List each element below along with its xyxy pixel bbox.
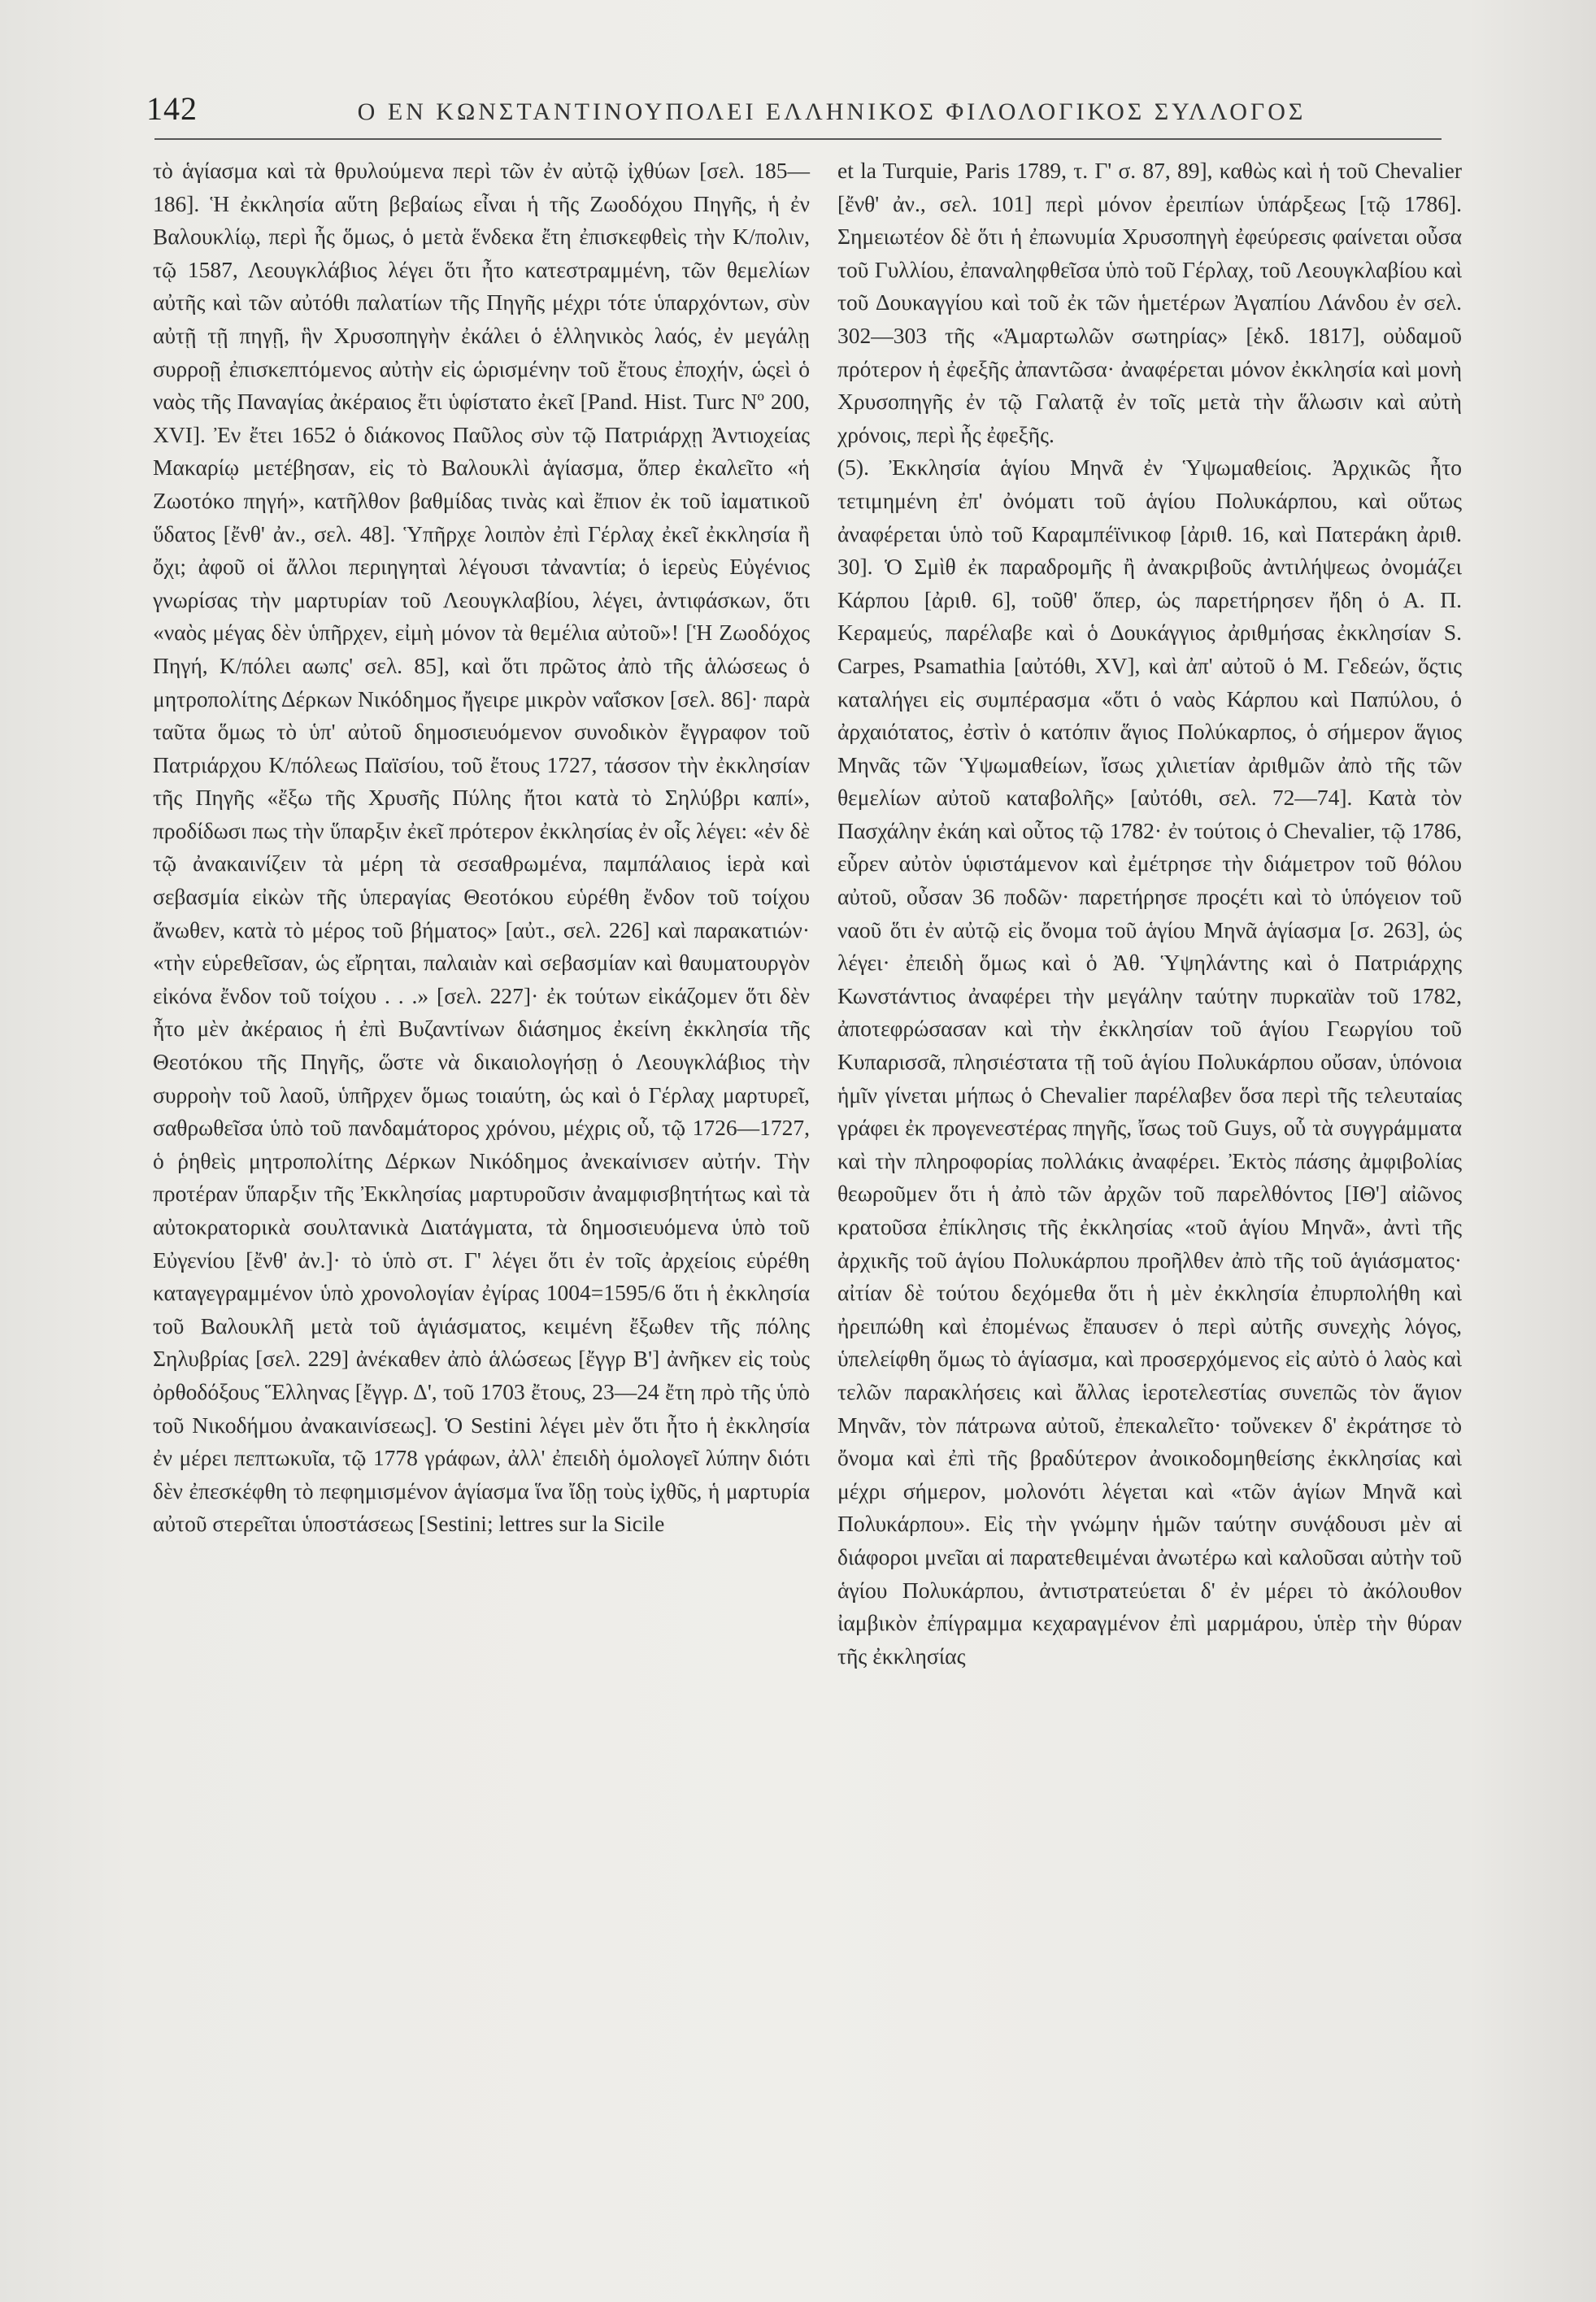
page-number: 142 (146, 90, 198, 127)
running-title: Ο ΕΝ ΚΩΝΣΤΑΝΤΙΝΟΥΠΟΛΕΙ ΕΛΛΗΝΙΚΟΣ ΦΙΛΟΛΟΓΙΚΟΣ ΣΥΛΛΟΓΟΣ (357, 98, 1307, 125)
left-column-text: τὸ ἁγίασμα καὶ τὰ θρυλούμενα περὶ τῶν ἐν αὐτῷ ἰχθύων [σελ. 185—186]. Ἡ ἐκκλησία αὕτη βεβαίως εἶναι ἡ τῆς Ζωοδόχου Πηγῆς, ἡ ἐν Βαλουκλίῳ, περὶ ἧς ὅμως, ὁ μετὰ ἕνδεκα ἔτη ἐπισκεφθεὶς τὴν Κ/πολιν, τῷ 1587, Λεουγκλάβιος λέγει ὅτι ἦτο κατεστραμμένη, τῶν θεμελίων αὐτῆς καὶ τῶν αὐτόθι παλατίων τῆς Πηγῆς μέχρι τότε ὑπαρχόντων, σὺν αὐτῇ τῇ πηγῇ, ἣν Χρυσοπηγὴν ἐκάλει ὁ ἑλληνικὸς λαός, ἐν μεγάλῃ συρροῇ ἐπισκεπτόμενος αὐτὴν εἰς ὡρισμένην τοῦ ἔτους ἐποχήν, ὡςεὶ ὁ ναὸς τῆς Παναγίας ἀκέραιος ἔτι ὑφίστατο ἐκεῖ [Pand. Hist. Turc Nº 200, XVI]. Ἐν ἔτει 1652 ὁ διάκονος Παῦλος σὺν τῷ Πατριάρχῃ Ἀντιοχείας Μακαρίῳ μετέβησαν, εἰς τὸ Βαλουκλὶ ἁγίασμα, ὅπερ ἐκαλεῖτο «ἡ Ζωοτόκο πηγή», κατῆλθον βαθμίδας τινὰς καὶ ἔπιον ἐκ τοῦ ἰαματικοῦ ὕδατος [ἔνθ' ἀν., σελ. 48]. Ὑπῆρχε λοιπὸν ἐπὶ Γέρλαχ ἐκεῖ ἐκκλησία ἢ ὄχι; ἀφοῦ οἱ ἄλλοι περιηγηταὶ λέγουσι τἀναντία; ὁ ἱερεὺς Εὐγένιος γνωρίσας τὴν μαρτυρίαν τοῦ Λεουγκλαβίου, λέγει, ἀντιφάσκων, ὅτι «ναὸς μέγας δὲν ὑπῆρχεν, εἰμὴ μόνον τὰ θεμέλια αὐτοῦ»! [Ἡ Ζωοδόχος Πηγή, Κ/πόλει αωπς' σελ. 85], καὶ ὅτι πρῶτος ἀπὸ τῆς ἁλώσεως ὁ μητροπολίτης Δέρκων Νικόδημος ἤγειρε μικρὸν ναΐσκον [σελ. 86]· παρὰ ταῦτα ὅμως τὸ ὑπ' αὐτοῦ δημοσιευόμενον συνοδικὸν ἔγγραφον τοῦ Πατριάρχου Κ/πόλεως Παϊσίου, τοῦ ἔτους 1727, τάσσον τὴν ἐκκλησίαν τῆς Πηγῆς «ἔξω τῆς Χρυσῆς Πύλης ἤτοι κατὰ τὸ Σηλύβρι καπί», προδίδωσι πως τὴν ὕπαρξιν ἐκεῖ πρότερον ἐκκλησίας ἐν οἷς λέγει: «ἐν δὲ τῷ ἀνακαινίζειν τὰ μέρη τὰ σεσαθρωμένα, παμπάλαιος ἱερὰ καὶ σεβασμία εἰκὼν τῆς ὑπεραγίας Θεοτόκου εὑρέθη ἔνδον τοῦ τοίχου ἄνωθεν, κατὰ τὸ μέρος τοῦ βήματος» [αὐτ., σελ. 226] καὶ παρακατιών· «τὴν εὑρεθεῖσαν, ὡς εἴρηται, παλαιὰν καὶ σεβασμίαν καὶ θαυματουργὸν εἰκόνα ἔνδον τοῦ τοίχου . . .» [σελ. 227]· ἐκ τούτων εἰκάζομεν ὅτι δὲν ἦτο μὲν ἀκέραιος ἡ ἐπὶ Βυζαντίνων διάσημος ἐκείνη ἐκκλησία τῆς Θεοτόκου τῆς Πηγῆς, ὥστε νὰ δικαιολογήσῃ ὁ Λεουγκλάβιος τὴν συρροὴν τοῦ λαοῦ, ὑπῆρχεν ὅμως τοιαύτη, ὡς καὶ ὁ Γέρλαχ μαρτυρεῖ, σαθρωθεῖσα ὑπὸ τοῦ πανδαμάτορος χρόνου, μέχρις οὗ, τῷ 1726—1727, ὁ ῥηθεὶς μητροπολίτης Δέρκων Νικόδημος ἀνεκαίνισεν αὐτήν. Τὴν προτέραν ὕπαρξιν τῆς Ἐκκλησίας μαρτυροῦσιν ἀναμφισβητήτως καὶ τὰ αὐτοκρατορικὰ σουλτανικὰ Διατάγματα, τὰ δημοσιευόμενα ὑπὸ τοῦ Εὐγενίου [ἔνθ' ἀν.]· τὸ ὑπὸ στ. Γ' λέγει ὅτι ἐν τοῖς ἀρχείοις εὑρέθη καταγεγραμμένον ὑπὸ χρονολογίαν ἐγίρας 1004=1595/6 ὅτι ἡ ἐκκλησία τοῦ Βαλουκλῆ μετὰ τοῦ ἁγιάσματος, κειμένη ἔξωθεν τῆς πόλης Σηλυβρίας [σελ. 229] ἀνέκαθεν ἀπὸ ἁλώσεως [ἔγγρ Β'] ἀνῆκεν εἰς τοὺς ὀρθοδόξους Ἕλληνας [ἔγγρ. Δ', τοῦ 1703 ἔτους, 23—24 ἔτη πρὸ τῆς ὑπὸ τοῦ Νικοδήμου ἀνακαινίσεως]. Ὁ Sestini λέγει μὲν ὅτι ἦτο ἡ ἐκκλησία ἐν μέρει πεπτωκυῖα, τῷ 1778 γράφων, ἀλλ' ἐπειδὴ ὁμολογεῖ λύπην διότι δὲν ἐπεσκέφθη τὸ πεφημισμένον ἁγίασμα ἵνα ἴδῃ τοὺς ἰχθῦς, ἡ μαρτυρία αὐτοῦ στερεῖται ὑποστάσεως [Sestini; lettres sur la Sicile (153, 158, 810, 1537)
right-column-paragraph-2: (5). Ἐκκλησία ἁγίου Μηνᾶ ἐν Ὑψωμαθείοις. Ἀρχικῶς ἦτο τετιμημένη ἐπ' ὀνόματι τοῦ ἁγίου Πολυκάρπου, καὶ οὕτως ἀναφέρεται ὑπὸ τοῦ Καραμπέϊνικοφ [ἀριθ. 16, καὶ Πατεράκη ἀριθ. 30]. Ὁ Σμὶθ ἐκ παραδρομῆς ἢ ἀνακριβοῦς ἀντιλήψεως ὀνομάζει Κάρπου [ἀριθ. 6], τοῦθ' ὅπερ, ὡς παρετήρησεν ἤδη ὁ Α. Π. Κεραμεύς, παρέλαβε καὶ ὁ Δουκάγγιος ἀριθμήσας ἐκκλησίαν S. Carpes, Psamathia [αὐτόθι, XV], καὶ ἀπ' αὐτοῦ ὁ Μ. Γεδεών, ὅςτις καταλήγει εἰς συμπέρασμα «ὅτι ὁ ναὸς Κάρπου καὶ Παπύλου, ὁ ἀρχαιότατος, ἐστὶν ὁ κατόπιν ἅγιος Πολύκαρπος, ὁ σήμερον ἅγιος Μηνᾶς τῶν Ὑψωμαθείων, ἴσως χιλιετίαν ἀριθμῶν ἀπὸ τῆς τῶν θεμελίων αὐτοῦ καταβολῆς» [αὐτόθι, σελ. 72—74]. Κατὰ τὸν Πασχάλην ἐκάη καὶ οὗτος τῷ 1782· ἐν τούτοις ὁ Chevalier, τῷ 1786, εὗρεν αὐτὸν ὑφιστάμενον καὶ ἐμέτρησε τὴν διάμετρον τοῦ θόλου αὐτοῦ, οὖσαν 36 ποδῶν· παρετήρησε προςέτι καὶ τὸ ὑπόγειον τοῦ ναοῦ ὅτι ἐν αὐτῷ εἰς ὄνομα τοῦ ἁγίου Μηνᾶ ἁγίασμα [σ. 263], ὡς λέγει· ἐπειδὴ ὅμως καὶ ὁ Ἀθ. Ὑψηλάντης καὶ ὁ Πατριάρχης Κωνστάντιος ἀναφέρει τὴν μεγάλην ταύτην πυρκαϊὰν τοῦ 1782, ἀποτεφρώσασαν καὶ τὴν ἐκκλησίαν τοῦ ἁγίου Γεωργίου τοῦ Κυπαρισσᾶ, πλησιέστατα τῇ τοῦ ἁγίου Πολυκάρπου οὔσαν, ὑπόνοια ἡμῖν γίνεται μήπως ὁ Chevalier παρέλαβεν ὅσα περὶ τῆς τελευταίας γράφει ἐκ προγενεστέρας πηγῆς, ἴσως τοῦ Guys, οὗ τὰ συγγράμματα καὶ τὴν πληροφορίας πολλάκις ἀναφέρει. Ἐκτὸς πάσης ἀμφιβολίας θεωροῦμεν ὅτι ἡ ἀπὸ τῶν ἀρχῶν τοῦ παρελθόντος [ΙΘ'] αἰῶνος κρατοῦσα ἐπίκλησις τῆς ἐκκλησίας «τοῦ ἁγίου Μηνᾶ», ἀντὶ τῆς ἀρχικῆς τοῦ ἁγίου Πολυκάρπου προῆλθεν ἀπὸ τῆς τοῦ ἁγιάσματος· αἰτίαν δὲ τούτου δεχόμεθα ὅτι ἡ μὲν ἐκκλησία ἐπυρπολήθη καὶ ἠρειπώθη καὶ ἐπομένως ἔπαυσεν ὁ περὶ αὐτῆς συνεχὴς λόγος, ὑπελείφθη ὅμως τὸ ἁγίασμα, καὶ προσερχόμενος εἰς αὐτὸ ὁ λαὸς καὶ τελῶν παρακλήσεις καὶ ἄλλας ἱεροτελεστίας συνεπῶς τὸν ἅγιον Μηνᾶν, τὸν πάτρωνα αὐτοῦ, ἐπεκαλεῖτο· τοὔνεκεν δ' ἐκράτησε τὸ ὄνομα καὶ ἐπὶ τῆς βραδύτερον ἀνοικοδομηθείσης ἐκκλησίας καὶ μέχρι σήμερον, μολονότι λέγεται καὶ «τῶν ἁγίων Μηνᾶ καὶ Πολυκάρπου». Εἰς τὴν γνώμην ἡμῶν ταύτην συνᾴδουσι μὲν αἱ διάφοροι μνεῖαι αἱ παρατεθειμέναι ἀνωτέρω καὶ καλοῦσαι αὐτὴν τοῦ ἁγίου Πολυκάρπου, ἀντιστρατεύεται δ' ἐν μέρει τὸ ἀκόλουθον ἰαμβικὸν ἐπίγραμμα κεχαραγμένον ἐπὶ μαρμάρου, ὑπὲρ τὴν θύραν τῆς ἐκκλησίας (837, 455, 1462, 1669)
header-rule (154, 138, 1442, 140)
right-column (837, 154, 1462, 1673)
left-column (153, 154, 810, 1541)
right-column-paragraph-1: et la Turquie, Paris 1789, τ. Γ' σ. 87, 89], καθὼς καὶ ἡ τοῦ Chevalier [ἔνθ' ἀν., σελ. 101] περὶ μόνον ἐρειπίων ὑπάρξεως [τῷ 1786]. Σημειωτέον δὲ ὅτι ἡ ἐπωνυμία Χρυσοπηγὴ ἐφεύρεσις φαίνεται οὖσα τοῦ Γυλλίου, ἐπαναληφθεῖσα ὑπὸ τοῦ Γέρλαχ, τοῦ Λεουγκλαβίου καὶ τοῦ Δουκαγγίου καὶ τοῦ ἐκ τῶν ἡμετέρων Ἀγαπίου Λάνδου ἐν σελ. 302—303 τῆς «Ἁμαρτωλῶν σωτηρίας» [ἐκδ. 1817], οὐδαμοῦ πρότερον ἡ ἐφεξῆς ἀπαντῶσα· ἀναφέρεται μόνον ἐκκλησία καὶ μονὴ Χρυσοπηγῆς ἐν τῷ Γαλατᾷ ἐν τοῖς μετὰ τὴν ἅλωσιν καὶ αὐτὴ χρόνοις, περὶ ἧς ἐφεξῆς. (837, 158, 1462, 447)
page-header (146, 89, 1433, 138)
